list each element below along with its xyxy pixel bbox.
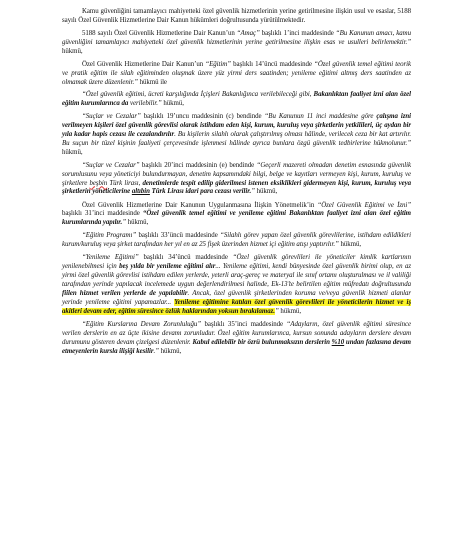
paragraph-5 [62, 113, 411, 158]
paragraph-9 [62, 254, 411, 316]
p6-quote-close: ” [251, 188, 255, 196]
paragraph-2 [62, 30, 411, 57]
p9-quote-close: ” [274, 307, 279, 315]
p10-mid: başlıklı 35’inci maddesinde [201, 320, 287, 328]
p7-heading: “Özel Güvenlik Eğitimi ve İzni” [317, 201, 411, 209]
p9-heading: “Yenileme Eğitimi” [82, 254, 139, 262]
p3-lead: Özel Güvenlik Hizmetlerine Dair Kanun’un [82, 60, 206, 68]
p3-tail: hükmü ile [137, 78, 167, 86]
p9-quote-start: “Özel güvenlik görevlileri ile yöneticiler kimlik kartlarının yenilenebilmesi için [62, 254, 411, 271]
p5-heading: “Suçlar ve Cezalar” [82, 113, 141, 121]
paragraph-6 [62, 162, 411, 198]
paragraph-1 [62, 8, 411, 26]
p6-quote-bold-end: Türk Lirası idari para cezası verilir. [149, 188, 252, 196]
p8-quote: “Silahlı görev yapan özel güvenlik görevlilerine, istihdam edildikleri kurum/kuruluş veya şirket tarafından her yıl en az 25 fişek üzerinden hizmet içi eğitim atışı yaptırılır.” [62, 232, 411, 249]
p4-quote-bold: Bakanlıktan faaliyet izni alan özel eğitim kurumlarınca da [62, 91, 412, 107]
p7-tail: hükmü, [126, 219, 149, 227]
p4-tail: hükmü, [161, 99, 184, 107]
p6-tail: hükmü, [254, 188, 278, 196]
p5-mid: başlıklı 19’uncu maddesinin (c) bendinde [140, 113, 265, 121]
p10-heading: “Eğitim Kurslarına Devam Zorunluluğu” [82, 320, 202, 328]
p9-quote-bold-1: beş yılda bir yenileme eğitimi alır [119, 263, 216, 271]
p8-tail: hükmü, [338, 241, 362, 249]
p2-lead: 5188 sayılı Özel Güvenlik Hizmetlerine Dair Kanun’un [82, 30, 237, 37]
paragraph-4 [62, 91, 411, 109]
p6-underlined-word: altıbin [131, 188, 150, 196]
p6-mid: başlıklı 20’inci maddesinin (e) bendinde [139, 161, 257, 169]
p7-mid: başlıklı 31’inci maddesinde [62, 210, 143, 218]
paragraph-7 [62, 202, 411, 229]
p9-quote-mid: ... Yenileme eğitimi, kendi bünyesinde özel güvenlik birimi olup, en az yirmi özel güvenlik görevlisi istihdam edilen yerlerde, yeterli araç-gereç ve materyal ile sınıf ortamı oluşturulması ve il valiliği tarafından yerinde yapılacak incelemede uygun değerlendirilmesi halinde, Ek-13’te belirtilen eğitim müfredatı doğrultusunda [62, 263, 411, 289]
p10-quote-start: “Adayların, özel güvenlik eğitimi süresince verilen derslerin en az üçte ikisine devamı zorunludur. Özel eğitim kurumlarınca, kursun sonunda adayların derslere devam durumunu gösteren devam çizelgesi düzenlenir. [62, 320, 411, 346]
p10-percent: %10 [331, 338, 345, 346]
p2-tail: hükmü, [62, 47, 83, 55]
p8-mid: başlıklı 33’üncü maddesinde [136, 232, 221, 240]
p4-quote-end: verilebilir.” [128, 99, 162, 107]
p6-quote-bold: denetimlerde tespit edilip giderilmesi istenen eksiklikleri gidermeyen kişi, kurum, kuruluş veya şirketlerin yöneticilerine [62, 179, 411, 196]
p6-quote-mid: Türk lirası, [107, 179, 143, 187]
p7-lead: Özel Güvenlik Hizmetlerine Dair Kanunun Uygulanmasına İlişkin Yönetmelik’in [82, 201, 318, 209]
p9-tail: hükmü, [278, 307, 301, 315]
p7-quote-bold: “Özel güvenlik temel eğitimi ve yenileme eğitimi Bakanlıktan faaliyet izni alan özel eğitim kurumlarında yapılır. [62, 210, 411, 227]
p10-quote-close: .” [153, 347, 159, 355]
p9-quote-bold-2: fiilen hizmet verilen yerlerde de yapılabilir [62, 290, 188, 298]
p10-tail: hükmü, [158, 347, 182, 355]
paragraph-10 [62, 321, 411, 357]
p10-quote-bold-end: undan fazlasına devam etmeyenlerin kursla ilişiği kesilir [62, 338, 411, 355]
p8-heading: “Eğitim Programı” [82, 232, 137, 240]
p6-heading: “Suçlar ve Cezalar” [82, 161, 140, 169]
p7-quote-close: ” [122, 219, 127, 227]
p3-quote: “Özel güvenlik temel eğitimi teorik ve pratik eğitim ile silah eğitiminden oluşmak üzere yüz yirmi ders saatinden; yenileme eğitimi altmış ders saatinden az olmamak üzere düzenlenir.” [62, 60, 412, 86]
p3-mid: başlıklı 14’üncü maddesinde [230, 60, 315, 68]
p2-mid: başlıklı 1’inci maddesinde [259, 30, 336, 37]
p6-misspelled-word: beşbin [89, 179, 108, 187]
p10-quote-bold: Kabul edilebilir bir özrü bulunmaksızın derslerin [192, 338, 332, 346]
paragraph-1-text: Kamu güvenliğini tamamlayıcı mahiyetteki özel güvenlik hizmetlerinin yerine getirilmesine ilişkin usul ve esaslar, 5188 sayılı Özel Güvenlik Hizmetlerine Dair Kanun hükümleri doğrultusunda yürütülmektedir. [62, 8, 411, 24]
p9-quote-mid-2: . Ancak, özel güvenlik şirketlerinden koruma ve/veya güvenlik hizmeti alanlar yerinde yenileme eğitimi yapamazlar... [62, 290, 411, 306]
p6-quote-start: “Geçerli mazereti olmadan denetim esnasında güvenlik sorumlusunu veya yöneticiyi bulundurmayan, denetim kapsamındaki bilgi, belge ve kayıtları vermeyen kişi, kurum, kuruluş ve şirketlere [62, 161, 411, 187]
p9-highlighted-text: Yenileme eğitimine katılan özel güvenlik görevlileri ile yöneticilerin hizmet ve iş akitleri devam eder, eğitim süresince özlük haklarından yoksun bırakılamaz. [62, 298, 412, 315]
p5-tail: hükmü, [62, 148, 83, 156]
paragraph-8 [62, 232, 411, 250]
p5-quote-end: . Bu kişilerin silahlı olarak çalıştırılmış olması hâlinde, verilecek ceza bir kat artırılır. Bu suçun bir tüzel kişinin faaliyeti çerçevesinde işlenmesi hâlinde ayrıca bunlara özgü güvenlik tedbirlerine hükmolunur.” [62, 130, 412, 147]
p5-quote-bold: çalışma izni verilmeyen kişileri özel güvenlik görevlisi olarak istihdam eden kişi, kurum, kuruluş veya şirketlerin yetkilileri, üç aydan bir yıla kadar hapis cezası ile cezalandırılır [62, 113, 411, 138]
p3-heading: “Eğitim” [205, 60, 231, 68]
p4-quote-start: “Özel güvenlik eğitimi, ücreti karşılığında İçişleri Bakanlığınca verilebileceği gibi, [82, 91, 314, 99]
p9-mid: başlıklı 34’üncü maddesinde [138, 254, 233, 262]
p2-heading: “Amaç” [236, 30, 260, 37]
paragraph-3 [62, 61, 411, 88]
p2-quote: “Bu Kanunun amacı, kamu güvenliğini tamamlayıcı mahiyetteki özel güvenlik hizmetlerinin yerine getirilmesine ilişkin esas ve usulleri belirlemektir.” [62, 30, 411, 46]
p5-quote-start: “Bu Kanunun 11 inci maddesine göre [264, 113, 377, 121]
